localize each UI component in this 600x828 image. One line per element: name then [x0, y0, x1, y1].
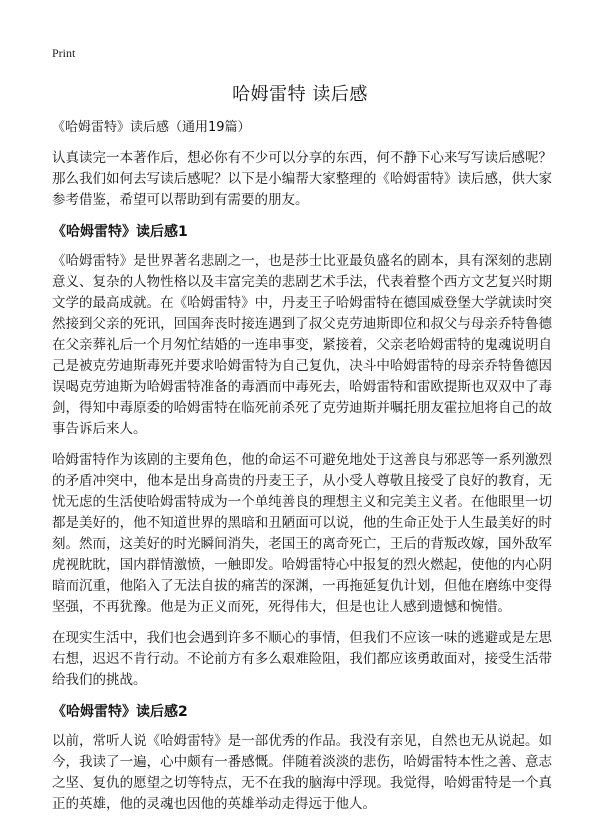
section-paragraph: 以前，常听人说《哈姆雷特》是一部优秀的作品。我没有亲见，自然也无从说起。如今，我读了一遍，心中颇有一番感慨。伴随着淡淡的悲伤，哈姆雷特本性之善、意志之坚、复仇的愿望之切等特点，无不在我的脑海中浮现。我觉得，哈姆雷特是一个真正的英雄，他的灵魂也因他的英雄举动走得远于他人。 — [52, 733, 552, 812]
article-subtitle: 《哈姆雷特》读后感（通用19篇） — [52, 120, 251, 135]
intro-paragraph: 认真读完一本著作后，想必你有不少可以分享的东西，何不静下心来写写读后感呢？那么我们如何去写读后感呢？以下是小编帮大家整理的《哈姆雷特》读后感，供大家参考借鉴，希望可以帮助到有需要的朋友。 — [52, 150, 552, 208]
section-paragraph: 哈姆雷特作为该剧的主要角色，他的命运不可避免地处于这善良与邪恶等一系列激烈的矛盾冲突中，他本是出身高贵的丹麦王子，从小受人尊敬且接受了良好的教育，无忧无虑的生活使哈姆雷特成为一个单纯善良的理想主义和完美主义者。在他眼里一切都是美好的，他不知道世界的黑暗和丑陋面可以说，他的生命正处于人生最美好的时刻。然而，这美好的时光瞬间消失，老国王的离奇死亡，王后的背叛改嫁，国外敌军虎视眈眈，国内群情激愤，一触即发。哈姆雷特心中报复的烈火燃起，使他的内心阴暗而沉重，他陷入了无法自拔的痛苦的深渊，一再拖延复仇计划，但他在磨练中变得坚强，不再犹豫。他是为正义而死，死得伟大，但是也让人感到遗憾和惋惜。 — [52, 452, 552, 615]
section-heading: 《哈姆雷特》读后感2 — [52, 704, 188, 720]
section-paragraph: 在现实生活中，我们也会遇到许多不顺心的事情，但我们不应该一味的逃避或是左思右想，迟迟不肯行动。不论前方有多么艰难险阻，我们都应该勇敢面对，接受生活带给我们的挑战。 — [52, 630, 552, 688]
section-heading: 《哈姆雷特》读后感1 — [52, 224, 188, 240]
page-title: 哈姆雷特 读后感 — [232, 84, 368, 105]
print-link[interactable]: Print — [52, 46, 76, 60]
section-paragraph: 《哈姆雷特》是世界著名悲剧之一，也是莎士比亚最负盛名的剧本，具有深刻的悲剧意义、复杂的人物性格以及丰富完美的悲剧艺术手法，代表着整个西方文艺复兴时期文学的最高成就。在《哈姆雷特》中，丹麦王子哈姆雷特在德国威登堡大学就读时突然接到父亲的死讯，回国奔丧时接连遇到了叔父克劳迪斯即位和叔父与母亲乔特鲁德在父亲葬礼后一个月匆忙结婚的一连串事变，紧接着，父亲老哈姆雷特的鬼魂说明自己是被克劳迪斯毒死并要求哈姆雷特为自己复仇，决斗中哈姆雷特的母亲乔特鲁德因误喝克劳迪斯为哈姆雷特准备的毒酒而中毒死去，哈姆雷特和雷欧提斯也双双中了毒剑，得知中毒原委的哈姆雷特在临死前杀死了克劳迪斯并嘱托朋友霍拉旭将自己的故事告诉后来人。 — [52, 253, 552, 437]
article-body — [52, 118, 552, 825]
